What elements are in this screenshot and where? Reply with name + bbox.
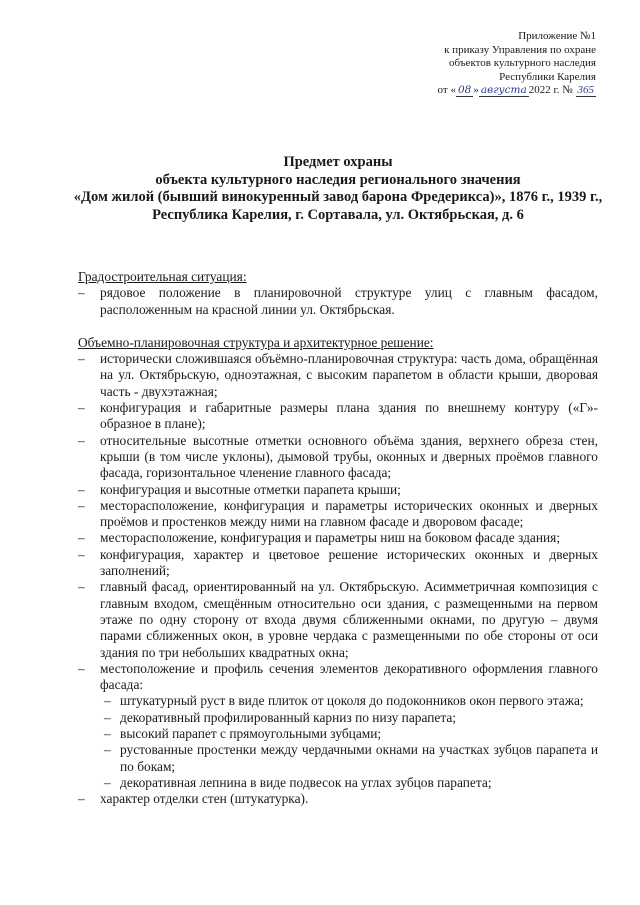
sub-list-dash: – — [104, 693, 111, 709]
list-dash: – — [78, 285, 85, 301]
list-item — [78, 498, 598, 531]
sub-list-dash: – — [104, 709, 111, 725]
appendix-line-2: к приказу Управления по охране — [444, 43, 596, 56]
section-heading-volume: Объемно-планировочная структура и архитектурное решение: — [78, 334, 434, 350]
date-month: августа — [480, 84, 527, 96]
list-item-text: исторически сложившаяся объёмно-планировочная структура: часть дома, обращённая на ул. Октябрьскую, одноэтажная, с высоким парапетом в области крыши, дворовая часть - двухэтажная; — [100, 351, 598, 399]
sub-list-item-text: декоративная лепнина в виде подвесок на углах зубцов парапета; — [120, 774, 492, 790]
list-dash: – — [78, 497, 85, 513]
list-dash: – — [78, 579, 85, 595]
list-item-text: характер отделки стен (штукатурка). — [100, 791, 309, 807]
appendix-line-3: объектов культурного наследия — [449, 57, 596, 69]
list-item — [78, 433, 598, 482]
list-item-text: рядовое положение в планировочной структуре улиц с главным фасадом, расположенным на красной линии ул. Октябрьская. — [100, 285, 598, 317]
sub-list-item — [78, 710, 598, 726]
list-item — [78, 351, 598, 400]
section-heading-urban: Градостроительная ситуация: — [78, 269, 247, 284]
list-item — [78, 482, 598, 498]
list-item-text: относительные высотные отметки основного объёма здания, верхнего обреза стен, крыши (в том числе уклоны), дымовой трубы, оконных и дверных проёмов главного фасада, горизонтальное членение главного фасада; — [100, 432, 598, 481]
list-dash: – — [78, 400, 85, 416]
list-item — [78, 530, 598, 546]
list-dash: – — [78, 351, 85, 367]
list-dash: – — [78, 546, 85, 562]
appendix-line-1: Приложение №1 — [518, 30, 596, 42]
list-item-text: местоположение и профиль сечения элементов декоративного оформления главного фасада: — [100, 660, 598, 693]
list-dash: – — [78, 530, 85, 546]
list-item — [78, 579, 598, 660]
sub-list-item-text: высокий парапет с прямоугольными зубцами; — [120, 726, 382, 742]
list-dash: – — [78, 432, 85, 448]
list-item — [78, 400, 598, 433]
appendix-line-4: Республики Карелия — [499, 70, 596, 83]
list-item-text: месторасположение, конфигурация и параметры исторических оконных и дверных проёмов и простенков между ними на главном фасаде и дворовом фасаде; — [100, 497, 598, 530]
sub-list-item — [78, 726, 598, 742]
title-line-2: объекта культурного наследия регионального значения — [155, 171, 521, 188]
list-item — [78, 661, 598, 694]
list-item — [78, 547, 598, 580]
appendix-block — [438, 30, 596, 98]
list-item — [78, 791, 598, 807]
list-item-text: конфигурация, характер и цветовое решение исторических оконных и дверных заполнений; — [100, 546, 598, 579]
appendix-date-line — [438, 84, 596, 98]
date-mid: » — [473, 84, 479, 96]
title-line-3: «Дом жилой (бывший винокуренный завод барона Фредерикса)», 1876 г., 1939 г., — [73, 189, 603, 205]
list-dash: – — [78, 791, 85, 807]
list-item-text: главный фасад, ориентированный на ул. Октябрьскую. Асимметричная композиция с главным входом, смещённым относительно оси здания, с размещенными на первом этаже по одну сторону от входа двумя сближенными окнами, по другую – двумя парами сближенных окон, в уровне чердака с размещенными по обе стороны от оси здания по три небольших квадратных окна; — [100, 579, 598, 660]
date-year: 2022 г. № — [528, 84, 573, 96]
date-prefix: от « — [437, 84, 456, 96]
sub-list-item — [78, 775, 598, 791]
sub-list-item-text: рустованные простенки между чердачными окнами на участках зубцов парапета и по бокам; — [120, 742, 598, 774]
sub-list-item — [78, 693, 598, 709]
document-title — [60, 154, 616, 224]
list-dash: – — [78, 660, 85, 676]
title-line-1: Предмет охраны — [283, 154, 393, 170]
list-item — [78, 285, 598, 318]
date-day: 08 — [457, 84, 472, 96]
sub-list-item — [78, 742, 598, 775]
list-item-text: конфигурация и высотные отметки парапета крыши; — [100, 481, 401, 497]
list-dash: – — [78, 481, 85, 497]
document-body — [78, 269, 598, 808]
list-item-text: месторасположение, конфигурация и параметры ниш на боковом фасаде здания; — [100, 530, 561, 546]
order-number: 365 — [577, 84, 594, 96]
sub-list-dash: – — [104, 774, 111, 790]
sub-list-dash: – — [104, 726, 111, 742]
sub-list-item-text: декоративный профилированный карниз по низу парапета; — [120, 709, 457, 725]
sub-list-item-text: штукатурный руст в виде плиток от цоколя до подоконников окон первого этажа; — [120, 693, 584, 709]
sub-list-dash: – — [104, 742, 111, 758]
list-item-text: конфигурация и габаритные размеры плана здания по внешнему контуру («Г»-образное в плане); — [100, 400, 598, 432]
title-line-4: Республика Карелия, г. Сортавала, ул. Октябрьская, д. 6 — [152, 206, 524, 223]
